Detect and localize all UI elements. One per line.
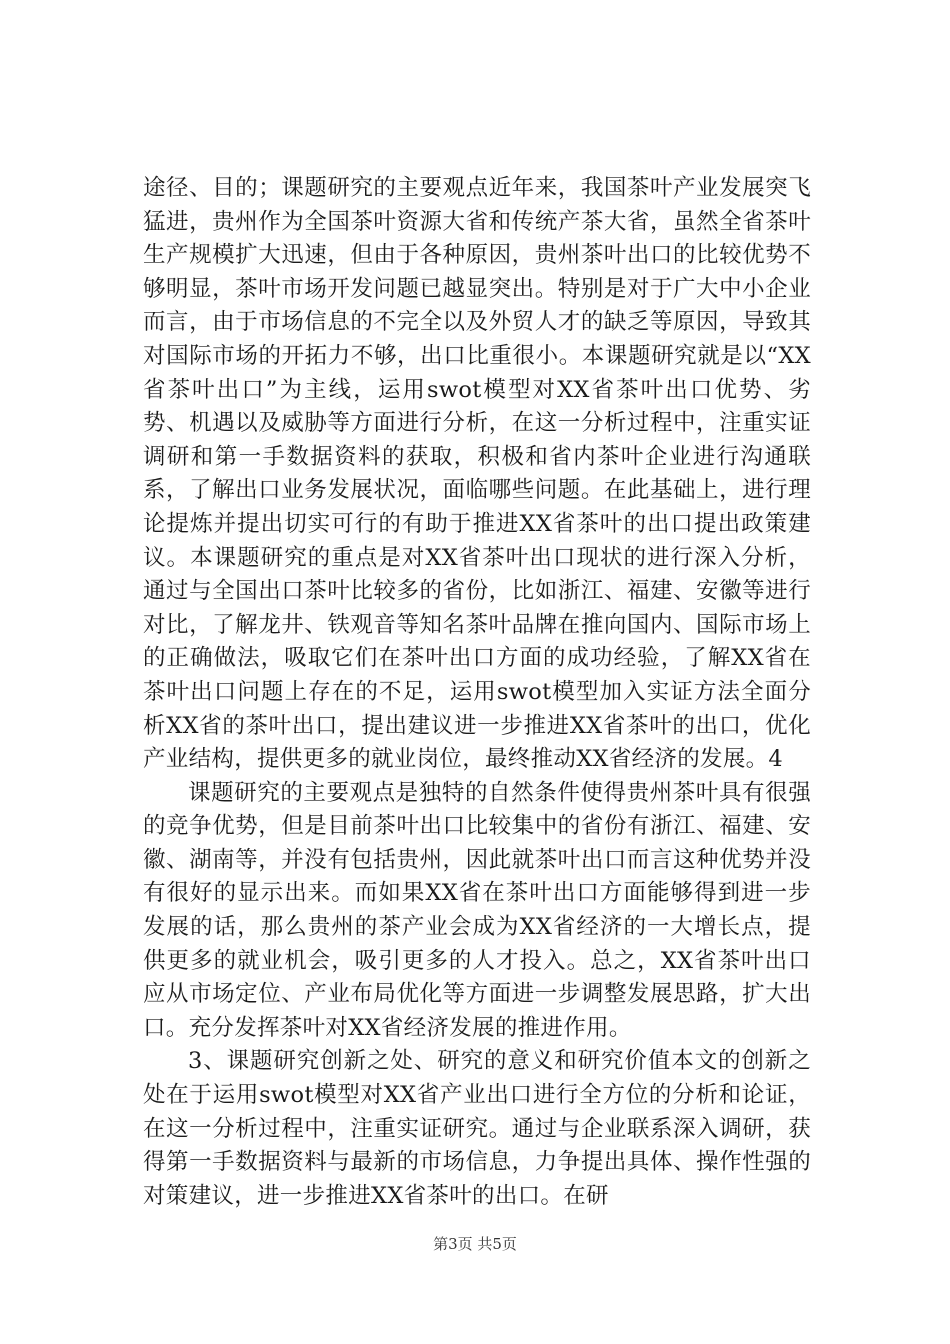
paragraph-innovation: 3、课题研究创新之处、研究的意义和研究价值本文的创新之处在于运用swot模型对XX省产业出口进行全方位的分析和论证，在这一分析过程中，注重实证研究。通过与企业联系深入调研，获得第一手数据资料与最新的市场信息，力争提出具体、操作性强的对策建议，进一步推进XX省茶叶的出口。在研 (143, 1048, 811, 1209)
document-body (143, 172, 811, 1213)
paragraph-main-viewpoints: 课题研究的主要观点是独特的自然条件使得贵州茶叶具有很强的竞争优势，但是目前茶叶出口比较集中的省份有浙江、福建、安徽、湖南等，并没有包括贵州，因此就茶叶出口而言这种优势并没有很好的显示出来。而如果XX省在茶叶出口方面能够得到进一步发展的话，那么贵州的茶产业会成为XX省经济的一大增长点，提供更多的就业机会，吸引更多的人才投入。总之，XX省茶叶出口应从市场定位、产业布局优化等方面进一步调整发展思路，扩大出口。充分发挥茶叶对XX省经济发展的推进作用。 (143, 779, 811, 1041)
paragraph-research-approach: 途径、目的；课题研究的主要观点近年来，我国茶叶产业发展突飞猛进，贵州作为全国茶叶资源大省和传统产茶大省，虽然全省茶叶生产规模扩大迅速，但由于各种原因，贵州茶叶出口的比较优势不够明显，茶叶市场开发问题已越显突出。特别是对于广大中小企业而言，由于市场信息的不完全以及外贸人才的缺乏等原因，导致其对国际市场的开拓力不够，出口比重很小。本课题研究就是以“XX省茶叶出口”为主线，运用swot模型对XX省茶叶出口优势、劣势、机遇以及威胁等方面进行分析，在这一分析过程中，注重实证调研和第一手数据资料的获取，积极和省内茶叶企业进行沟通联系，了解出口业务发展状况，面临哪些问题。在此基础上，进行理论提炼并提出切实可行的有助于推进XX省茶叶的出口提出政策建议。本课题研究的重点是对XX省茶叶出口现状的进行深入分析，通过与全国出口茶叶比较多的省份，比如浙江、福建、安徽等进行对比，了解龙井、铁观音等知名茶叶品牌在推向国内、国际市场上的正确做法，吸取它们在茶叶出口方面的成功经验，了解XX省在茶叶出口问题上存在的不足，运用swot模型加入实证方法全面分析XX省的茶叶出口，提出建议进一步推进XX省茶叶的出口，优化产业结构，提供更多的就业岗位，最终推动XX省经济的发展。4 (143, 175, 811, 773)
page-number-footer: 第3页 共5页 (433, 1235, 517, 1253)
